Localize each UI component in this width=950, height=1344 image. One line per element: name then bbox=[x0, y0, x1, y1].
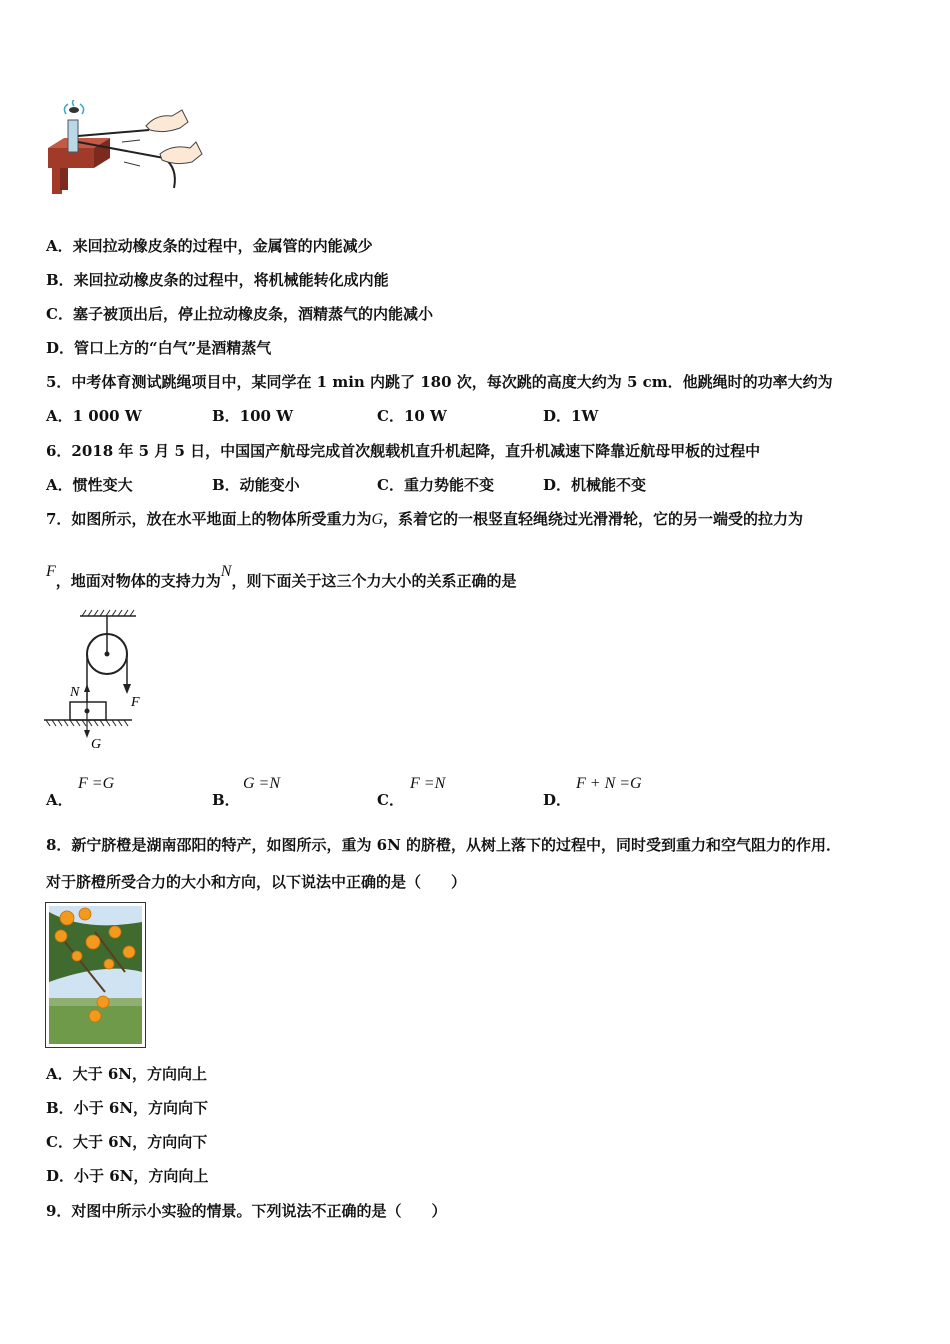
q4-option-b: B．来回拉动橡皮条的过程中，将机械能转化成内能 bbox=[46, 271, 389, 289]
q7-var-f: F bbox=[46, 563, 56, 580]
q7-stem-d: ，则下面关于这三个力大小的关系正确的是 bbox=[231, 572, 517, 590]
q6-option-b: B．动能变小 bbox=[212, 476, 300, 494]
q8-option-d: D．小于 6N，方向向上 bbox=[46, 1167, 209, 1185]
q6-option-d: D．机械能不变 bbox=[543, 476, 647, 494]
q7-option-a-letter: A． bbox=[46, 791, 73, 809]
q5-option-c: C．10 W bbox=[377, 407, 447, 425]
q7-option-b-letter: B． bbox=[212, 791, 240, 809]
q8-stem-line2: 对于脐橙所受合力的大小和方向，以下说法中正确的是（ ） bbox=[46, 873, 467, 891]
q7-option-c-expr: F =N bbox=[410, 775, 446, 792]
q7-var-n: N bbox=[220, 563, 232, 580]
q7-var-g: G bbox=[371, 511, 384, 528]
q7-option-a-expr: F =G bbox=[78, 775, 115, 792]
q7-stem-c: ，地面对物体的支持力为 bbox=[55, 572, 221, 590]
pulley-figure bbox=[40, 608, 150, 758]
orange-tree-photo bbox=[45, 902, 146, 1048]
q7-option-d-letter: D． bbox=[543, 791, 572, 809]
q8-option-b: B．小于 6N，方向向下 bbox=[46, 1099, 209, 1117]
q7-stem-line1 bbox=[46, 509, 803, 530]
q5-option-a: A．1 000 W bbox=[46, 407, 142, 425]
pulley-label-f: F bbox=[131, 695, 140, 710]
q4-option-d: D．管口上方的“白气”是酒精蒸气 bbox=[46, 339, 272, 357]
q5-stem: 5．中考体育测试跳绳项目中，某同学在 1 min 内跳了 180 次，每次跳的高度大约为 5 cm．他跳绳时的功率大约为 bbox=[46, 373, 833, 391]
q4-option-c: C．塞子被顶出后，停止拉动橡皮条，酒精蒸气的内能减小 bbox=[46, 305, 433, 323]
q5-option-b: B．100 W bbox=[212, 407, 294, 425]
friction-tube-figure bbox=[44, 100, 209, 200]
q9-stem: 9．对图中所示小实验的情景。下列说法不正确的是（ ） bbox=[46, 1202, 447, 1220]
q6-stem: 6．2018 年 5 月 5 日，中国国产航母完成首次舰载机直升机起降，直升机减速下降靠近航母甲板的过程中 bbox=[46, 442, 761, 460]
q4-option-a: A．来回拉动橡皮条的过程中，金属管的内能减少 bbox=[46, 237, 373, 255]
pulley-label-g: G bbox=[91, 737, 102, 752]
q7-option-d-expr: F + N =G bbox=[576, 775, 642, 792]
q7-stem-a: 7．如图所示，放在水平地面上的物体所受重力为 bbox=[46, 510, 372, 528]
q7-option-b-expr: G =N bbox=[243, 775, 281, 792]
q6-option-a: A．惯性变大 bbox=[46, 476, 133, 494]
q7-stem-line2 bbox=[46, 563, 517, 592]
q7-option-c-letter: C． bbox=[377, 791, 404, 809]
q8-option-c: C．大于 6N，方向向下 bbox=[46, 1133, 208, 1151]
pulley-label-n: N bbox=[70, 685, 80, 700]
q5-option-d: D．1W bbox=[543, 407, 599, 425]
q8-stem-line1: 8．新宁脐橙是湖南邵阳的特产，如图所示，重为 6N 的脐橙，从树上落下的过程中，同时受到重力和空气阻力的作用． bbox=[46, 836, 842, 854]
q6-option-c: C．重力势能不变 bbox=[377, 476, 494, 494]
q8-option-a: A．大于 6N，方向向上 bbox=[46, 1065, 208, 1083]
q7-stem-b: ，系着它的一根竖直轻绳绕过光滑滑轮，它的另一端受的拉力为 bbox=[383, 510, 804, 528]
